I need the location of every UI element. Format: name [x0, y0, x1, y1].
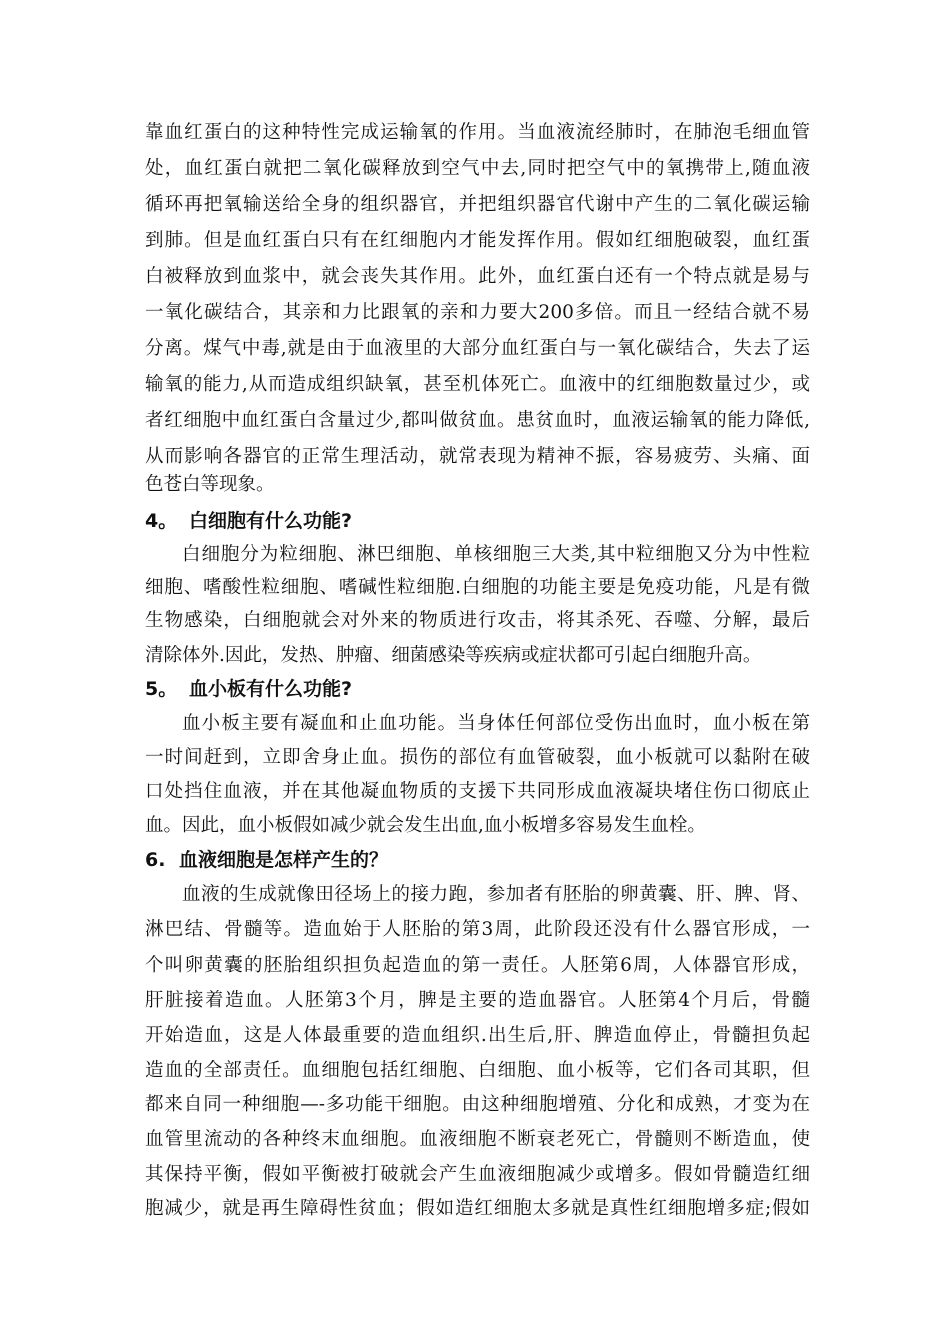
- text-line: 者红细胞中血红蛋白含量过少,都叫做贫血。患贫血时，血液运输氧的能力降低,: [145, 410, 810, 431]
- text-line: 从而影响各器官的正常生理活动，就常表现为精神不振，容易疲劳、头痛、面: [145, 446, 810, 467]
- text-line: 胞减少，就是再生障碍性贫血；假如造红细胞太多就是真性红细胞增多症;假如: [145, 1198, 810, 1219]
- text-line: 细胞、嗜酸性粒细胞、嗜碱性粒细胞.白细胞的功能主要是免疫功能，凡是有微: [145, 577, 810, 598]
- text-line: 清除体外.因此，发热、肿瘤、细菌感染等疾病或症状都可引起白细胞升高。: [145, 645, 762, 666]
- text-line: 靠血红蛋白的这种特性完成运输氧的作用。当血液流经肺时，在肺泡毛细血管: [145, 122, 810, 143]
- text-line: 白被释放到血浆中，就会丧失其作用。此外，血红蛋白还有一个特点就是易与: [145, 266, 810, 287]
- text-line: 生物感染，白细胞就会对外来的物质进行攻击，将其杀死、吞噬、分解，最后: [145, 610, 810, 631]
- text-line: 血管里流动的各种终末血细胞。血液细胞不断衰老死亡，骨髓则不断造血，使: [145, 1129, 810, 1150]
- text-line: 开始造血，这是人体最重要的造血组织.出生后,肝、脾造血停止，骨髓担负起: [145, 1025, 810, 1046]
- text-line: 分离。煤气中毒,就是由于血液里的大部分血红蛋白与一氧化碳结合，失去了运: [145, 338, 810, 359]
- text-line: 一时间赶到，立即舍身止血。损伤的部位有血管破裂，血小板就可以黏附在破: [145, 747, 810, 768]
- text-line: 一氧化碳结合，其亲和力比跟氧的亲和力要大200多倍。而且一经结合就不易: [145, 302, 810, 323]
- text-line: 血液的生成就像田径场上的接力跑，参加者有胚胎的卵黄囊、肝、脾、肾、: [182, 884, 810, 905]
- text-line: 白细胞分为粒细胞、淋巴细胞、单核细胞三大类,其中粒细胞又分为中性粒: [182, 544, 810, 565]
- text-line: 口处挡住血液，并在其他凝血物质的支援下共同形成血液凝块堵住伤口彻底止: [145, 781, 810, 802]
- text-line: 淋巴结、骨髓等。造血始于人胚胎的第3周，此阶段还没有什么器官形成，一: [145, 919, 810, 940]
- section-title: 白细胞有什么功能?: [189, 510, 353, 532]
- text-line: 其保持平衡，假如平衡被打破就会产生血液细胞减少或增多。假如骨髓造红细: [145, 1164, 810, 1185]
- section-title: 血小板有什么功能?: [189, 678, 353, 700]
- section-heading-platelets: [145, 671, 352, 707]
- section-title: 血液细胞是怎样产生的？: [179, 849, 389, 871]
- text-line: 肝脏接着造血。人胚第3个月，脾是主要的造血器官。人胚第4个月后，骨髓: [145, 990, 810, 1011]
- section-number: 5。: [145, 678, 178, 700]
- text-line: 输氧的能力,从而造成组织缺氧，甚至机体死亡。血液中的红细胞数量过少，或: [145, 374, 810, 395]
- text-line: 到肺。但是血红蛋白只有在红细胞内才能发挥作用。假如红细胞破裂，血红蛋: [145, 230, 810, 251]
- section-heading-white-blood-cells: [145, 503, 352, 539]
- section-number: 6.: [145, 849, 166, 871]
- text-line: 都来自同一种细胞—-多功能干细胞。由这种细胞增殖、分化和成熟，才变为在: [145, 1094, 810, 1115]
- text-line: 个叫卵黄囊的胚胎组织担负起造血的第一责任。人胚第6周，人体器官形成，: [145, 955, 810, 976]
- section-heading-blood-cell-origin: [145, 842, 388, 878]
- text-line: 造血的全部责任。血细胞包括红细胞、白细胞、血小板等，它们各司其职，但: [145, 1060, 810, 1081]
- section-number: 4。: [145, 510, 178, 532]
- text-line: 处，血红蛋白就把二氧化碳释放到空气中去,同时把空气中的氧携带上,随血液: [145, 158, 810, 179]
- text-line: 循环再把氧输送给全身的组织器官，并把组织器官代谢中产生的二氧化碳运输: [145, 194, 810, 215]
- text-line: 色苍白等现象。: [145, 474, 275, 495]
- text-line: 血。因此，血小板假如减少就会发生出血,血小板增多容易发生血栓。: [145, 815, 706, 836]
- text-line: 血小板主要有凝血和止血功能。当身体任何部位受伤出血时，血小板在第: [182, 713, 810, 734]
